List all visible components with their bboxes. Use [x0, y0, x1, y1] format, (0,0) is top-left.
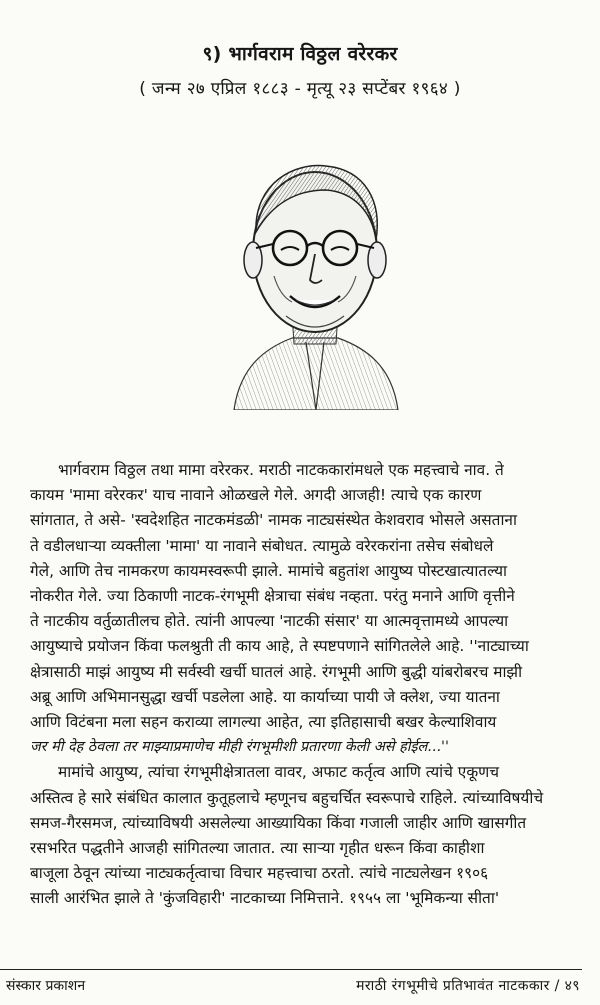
- text-line: आणि विटंबना मला सहन कराव्या लागल्या आहेत, त्या इतिहासाची बखर केल्याशिवाय: [30, 713, 497, 732]
- footer-divider: [0, 969, 582, 970]
- text-line: रसभरित पद्धतीने आजही सांगितल्या जातात. त्या साऱ्या गृहीत धरून किंवा काहीशा: [30, 839, 485, 858]
- chapter-title: ९) भार्गवराम विठ्ठल वरेरकर: [202, 43, 398, 65]
- text-line: क्षेत्रासाठी माझं आयुष्य मी सर्वस्वी खर्ची घातलं आहे. रंगभूमी आणि बुद्धी यांबरोबरच माझी: [30, 662, 523, 681]
- text-line: ते वडीलधाऱ्या व्यक्तीला 'मामा' या नावाने संबोधत. त्यामुळे वरेरकरांना तसेच संबोधले: [30, 536, 494, 555]
- footer-publisher: संस्कार प्रकाशन: [6, 978, 86, 994]
- text-line: समज-गैरसमज, त्यांच्याविषयी असलेल्या आख्यायिका किंवा गजाली जाहीर आणि खासगीत: [30, 813, 527, 832]
- footer-book-page: मराठी रंगभूमीचे प्रतिभावंत नाटककार / ४९: [356, 978, 580, 994]
- article-body: [30, 458, 582, 912]
- text-line: ते नाटकीय वर्तुळातीलच होते. त्यांनी आपल्या 'नाटकी संसार' या आत्मवृत्तामध्ये आपल्या: [30, 612, 509, 631]
- text-line: अब्रू आणि अभिमानसुद्धा खर्ची पडलेला आहे. या कार्याच्या पायी जे क्लेश, ज्या यातना: [30, 687, 500, 706]
- text-line: मामांचे आयुष्य, त्यांचा रंगभूमीक्षेत्रातला वावर, अफाट कर्तृत्व आणि त्यांचे एकूणच: [58, 763, 500, 782]
- text-line-quote: जर मी देह ठेवला तर माझ्याप्रमाणेच मीही रंगभूमीशी प्रतारणा केली असे होईल...'': [30, 739, 449, 756]
- text-line: भार्गवराम विठ्ठल तथा मामा वरेरकर. मराठी नाटककारांमधले एक महत्त्वाचे नाव. ते: [58, 461, 504, 479]
- text-line: आयुष्याचे प्रयोजन किंवा फलश्रुती ती काय आहे, ते स्पष्टपणाने सांगितलेले आहे. ''नाट्याच्या: [30, 637, 529, 656]
- text-line: सांगतात, ते असे- 'स्वदेशहित नाटकमंडळी' नामक नाट्यसंस्थेत केशवराव भोसले असताना: [30, 511, 517, 530]
- text-line: साली आरंभित झाले ते 'कुंजविहारी' नाटकाच्या निमित्ताने. १९५५ ला 'भूमिकन्या सीता': [30, 889, 500, 908]
- text-line: कायम 'मामा वरेरकर' याच नावाने ओळखले गेले. अगदी आजही! त्याचे एक कारण: [30, 486, 482, 505]
- author-portrait: [226, 152, 404, 410]
- life-dates: ( जन्म २७ एप्रिल १८८३ - मृत्यू २३ सप्टेंबर १९६४ ): [139, 79, 461, 99]
- text-line: नोकरीत गेले. ज्या ठिकाणी नाटक-रंगभूमी क्षेत्राचा संबंध नव्हता. परंतु मनाने आणि वृत्तीने: [30, 587, 515, 606]
- text-line: गेले, आणि तेच नामकरण कायमस्वरूपी झाले. मामांचे बहुतांश आयुष्य पोस्टखात्यातल्या: [30, 561, 508, 580]
- text-line: बाजूला ठेवून त्यांच्या नाट्यकर्तृत्वाचा विचार महत्त्वाचा ठरतो. त्यांचे नाट्यलेखन १९०६: [30, 864, 489, 883]
- text-line: अस्तित्व हे सारे संबंधित कालात कुतूहलाचे म्हणूनच बहुचर्चित स्वरूपाचे राहिले. त्यांच्याविषयीचे: [30, 788, 544, 807]
